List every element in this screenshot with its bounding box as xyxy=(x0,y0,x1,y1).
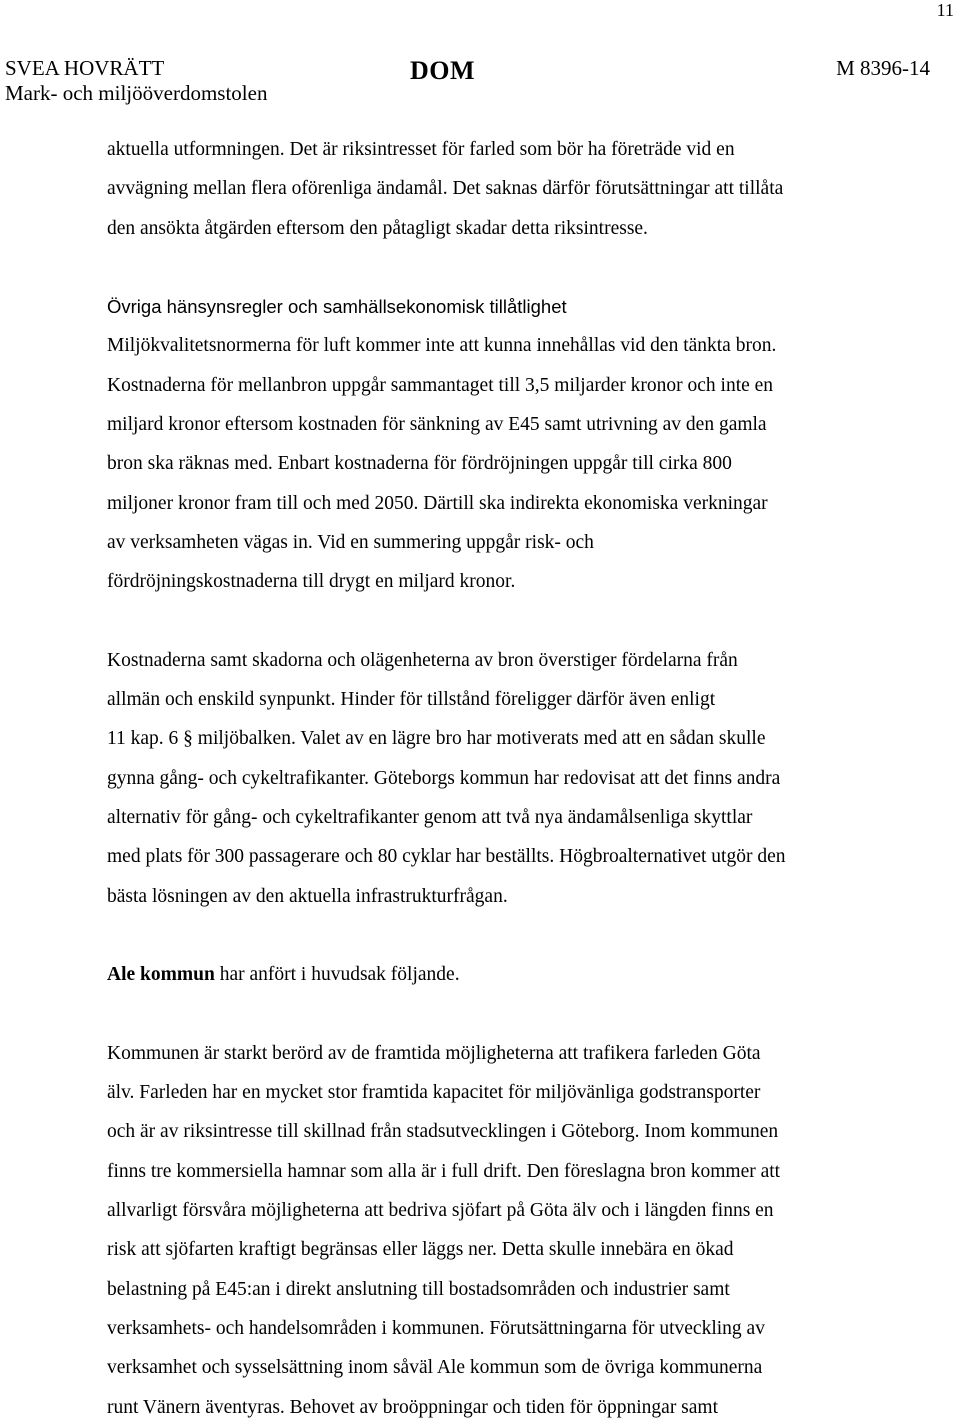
text-line: finns tre kommersiella hamnar som alla är i full drift. Den föreslagna bron kommer att xyxy=(107,1160,781,1182)
text-line: bron ska räknas med. Enbart kostnaderna för fördröjningen uppgår till cirka 800 xyxy=(107,453,732,475)
paragraph-ale-kommun-intro xyxy=(107,955,897,994)
court-name-line1: SVEA HOVRÄTT xyxy=(5,56,165,80)
text-line: Kostnaderna för mellanbron uppgår sammantaget till 3,5 miljarder kronor och inte en xyxy=(107,374,774,396)
text-line: gynna gång- och cykeltrafikanter. Göteborgs kommun har redovisat att det finns andra xyxy=(107,767,781,789)
court-name xyxy=(5,56,267,106)
text-line: och är av riksintresse till skillnad från stadsutvecklingen i Göteborg. Inom kommunen xyxy=(107,1121,779,1143)
page-number: 11 xyxy=(936,0,954,20)
case-number: M 8396-14 xyxy=(836,56,930,80)
text-line: allvarligt försvåra möjligheterna att bedriva sjöfart på Göta älv och i längden finns en xyxy=(107,1200,774,1222)
document-body xyxy=(107,130,897,1427)
text-line: alternativ för gång- och cykeltrafikanter genom att två nya ändamålsenliga skyttlar xyxy=(107,807,753,829)
text-line: fördröjningskostnaderna till drygt en miljard kronor. xyxy=(107,571,516,593)
text-line: den ansökta åtgärden eftersom den påtagligt skadar detta riksintresse. xyxy=(107,217,648,239)
court-name-line2: Mark- och miljööverdomstolen xyxy=(5,81,268,105)
text-line: av verksamheten vägas in. Vid en summering uppgår risk- och xyxy=(107,531,594,553)
paragraph-hansynsregler xyxy=(107,287,897,601)
text-line: verksamhet och sysselsättning inom såväl Ale kommun som de övriga kommunerna xyxy=(107,1357,763,1379)
party-intro-text: har anfört i huvudsak följande. xyxy=(214,964,460,986)
section-heading: Övriga hänsynsregler och samhällsekonomisk tillåtlighet xyxy=(107,296,567,318)
text-line: 11 kap. 6 § miljöbalken. Valet av en lägre bro har motiverats med att en sådan skulle xyxy=(107,728,766,750)
paragraph-kostnader xyxy=(107,641,897,916)
text-line: Kostnaderna samt skadorna och olägenheterna av bron överstiger fördelarna från xyxy=(107,649,738,671)
text-line: verksamhets- och handelsområden i kommunen. Förutsättningarna för utveckling av xyxy=(107,1317,765,1339)
text-line: allmän och enskild synpunkt. Hinder för tillstånd föreligger därför även enligt xyxy=(107,689,716,711)
text-line: runt Vänern äventyras. Behovet av broöppningar och tiden för öppningar samt xyxy=(107,1396,719,1418)
text-line: avvägning mellan flera oförenliga ändamål. Det saknas därför förutsättningar att tillåta xyxy=(107,178,784,200)
text-line: bästa lösningen av den aktuella infrastrukturfrågan. xyxy=(107,885,508,907)
text-line: älv. Farleden har en mycket stor framtida kapacitet för miljövänliga godstransporter xyxy=(107,1082,761,1104)
document-header xyxy=(5,56,930,106)
document-type: DOM xyxy=(410,56,476,85)
text-line xyxy=(107,955,897,994)
paragraph-riksintresse xyxy=(107,130,897,248)
text-line: risk att sjöfarten kraftigt begränsas eller läggs ner. Detta skulle innebära en ökad xyxy=(107,1239,734,1261)
text-line: belastning på E45:an i direkt anslutning till bostadsområden och industrier samt xyxy=(107,1278,730,1300)
text-line: Miljökvalitetsnormerna för luft kommer inte att kunna innehållas vid den tänkta bron. xyxy=(107,335,777,357)
text-line: Kommunen är starkt berörd av de framtida möjligheterna att trafikera farleden Göta xyxy=(107,1042,761,1064)
text-line: miljard kronor eftersom kostnaden för sänkning av E45 samt utrivning av den gamla xyxy=(107,414,767,436)
paragraph-ale-kommun xyxy=(107,1034,897,1427)
party-name: Ale kommun xyxy=(107,964,215,986)
text-line: miljoner kronor fram till och med 2050. Därtill ska indirekta ekonomiska verkningar xyxy=(107,492,768,514)
text-line: aktuella utformningen. Det är riksintresset för farled som bör ha företräde vid en xyxy=(107,139,735,160)
text-line: med plats för 300 passagerare och 80 cyklar har beställts. Högbroalternativet utgör den xyxy=(107,846,786,868)
